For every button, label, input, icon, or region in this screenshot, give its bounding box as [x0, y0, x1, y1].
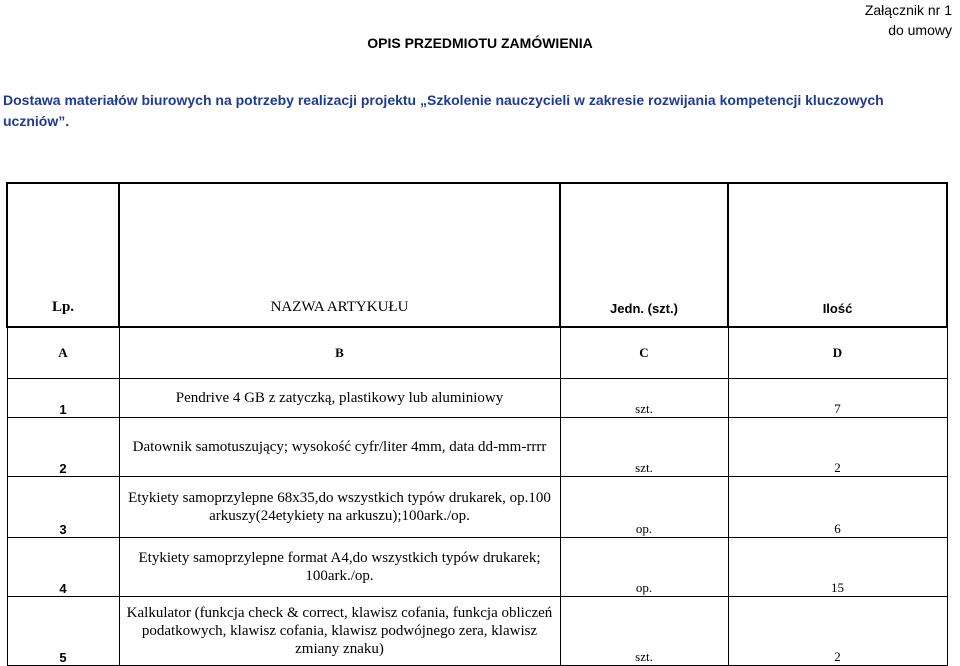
row-lp: 1 [7, 379, 119, 418]
table-row [7, 597, 947, 666]
row-qty: 2 [728, 597, 947, 666]
intro-paragraph: Dostawa materiałów biurowych na potrzeby realizacji projektu „Szkolenie nauczycieli w zakresie rozwijania kompetencji kluczowych uczniów”. [3, 92, 884, 129]
table-row [7, 477, 947, 538]
row-name: Pendrive 4 GB z zatyczką, plastikowy lub aluminiowy [119, 379, 560, 418]
table-header-row [7, 183, 947, 327]
letter-c: C [560, 327, 728, 379]
row-lp: 5 [7, 597, 119, 666]
table-row [7, 379, 947, 418]
items-table [6, 182, 948, 666]
row-lp: 3 [7, 477, 119, 538]
row-qty: 2 [728, 418, 947, 477]
row-name: Etykiety samoprzylepne 68x35,do wszystkich typów drukarek, op.100 arkuszy(24etykiety na arkuszu);100ark./op. [119, 477, 560, 538]
row-lp: 2 [7, 418, 119, 477]
row-qty: 7 [728, 379, 947, 418]
header-name: NAZWA ARTYKUŁU [119, 183, 560, 327]
table-row [7, 418, 947, 477]
row-qty: 15 [728, 538, 947, 597]
header-unit: Jedn. (szt.) [560, 183, 728, 327]
letter-b: B [119, 327, 560, 379]
row-unit: op. [560, 477, 728, 538]
header-lp: Lp. [7, 183, 119, 327]
row-unit: szt. [560, 418, 728, 477]
row-name: Datownik samotuszujący; wysokość cyfr/liter 4mm, data dd-mm-rrrr [119, 418, 560, 477]
row-qty: 6 [728, 477, 947, 538]
annex-line-2: do umowy [888, 22, 952, 38]
letter-a: A [7, 327, 119, 379]
table-row [7, 538, 947, 597]
document-title: OPIS PRZEDMIOTU ZAMÓWIENIA [367, 35, 593, 51]
letter-d: D [728, 327, 947, 379]
row-lp: 4 [7, 538, 119, 597]
row-unit: szt. [560, 379, 728, 418]
column-letters-row [7, 327, 947, 379]
header-qty: Ilość [728, 183, 947, 327]
annex-label [865, 0, 952, 40]
row-name: Etykiety samoprzylepne format A4,do wszystkich typów drukarek; 100ark./op. [119, 538, 560, 597]
row-name: Kalkulator (funkcja check & correct, klawisz cofania, funkcja obliczeń podatkowych, klawisz cofania, klawisz podwójnego zera, klawisz zmiany znaku) [119, 597, 560, 666]
row-unit: op. [560, 538, 728, 597]
row-unit: szt. [560, 597, 728, 666]
annex-line-1: Załącznik nr 1 [864, 2, 952, 18]
